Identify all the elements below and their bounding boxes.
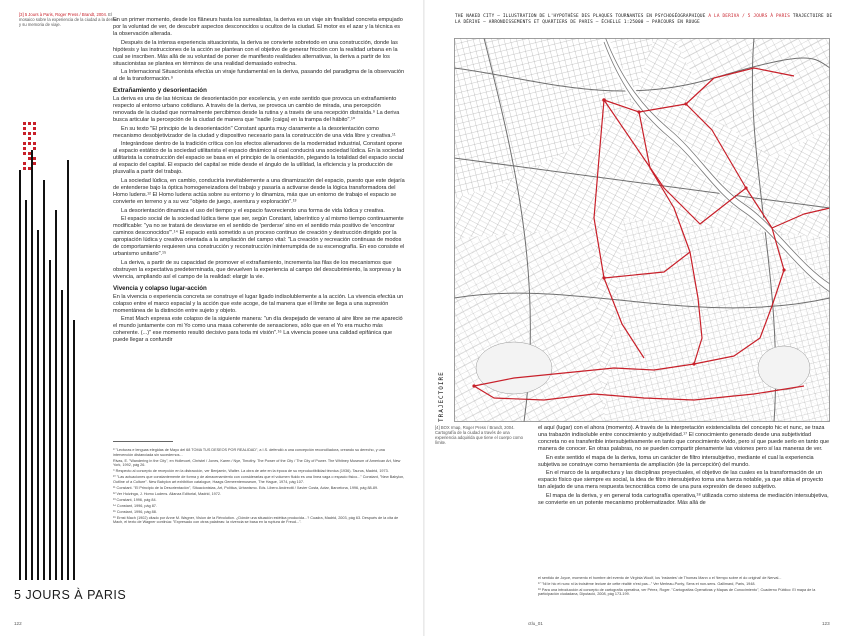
footnote: ¹⁴ Constant, 1996, pág 87. (113, 503, 157, 508)
body-paragraph: El espacio social de la sociedad lúdica tiene que ser, según Constant, laberíntico y al mismo tiempo continuamente modificable: "ya no se tratará de desviarse en el sentido de 'perderse' sino en el sentido más positivo de 'encontrar caminos desconocidos'".¹⁴ El espacio está sometido a un proceso continuo de creación y destrucción dirigido por la apropiación lúdica y creativa orientada a la ampliación del campo vital: "La creación y recreación continuas de modos de comportamiento requieren una construcción y reconstrucción ininterrumpida de su escenografía. En eso consiste el urbanismo unitario".¹⁵ (113, 216, 405, 258)
footnote: ¹⁵ Constant, 1996, pág 88. (113, 509, 157, 514)
body-paragraph: La sociedad lúdica, en cambio, conduciría inevitablemente a una dinamización del espacio, puesto que este dejaría de entenderse bajo la óptica homogeneizadora del trabajo y pasaría a activarse desde la lógica transformadora del Homo ludens.¹² El Homo ludens actúa sobre su entorno y lo dinamiza, más que un entorno de trabajo el espacio se convierte en terreno y a su vez "objeto de juego, aventura y exploración".¹³ (113, 177, 405, 206)
footnote: ⁸ "Lecturas e lenguas elegidas de Mayo del 68 TOMA TUS DESEOS POR REALIDAD", a I.S. defendió a una concepción reconciliadora, creando su derecho, y una intervención distanciada sin sucedernos... (113, 448, 385, 457)
right-main-text (538, 425, 832, 509)
footnote: ¹³ Constant, 1996, pág 84. (113, 497, 157, 502)
footnote: ¹⁷ "Ni le hic et nunc ni la troisième lecture de cette réalité n'est pas..." Ver Merleau-Ponty, Sens et non-sens. Gallimard, Paris, 1948. (538, 581, 756, 586)
running-head: ctlu_01 (528, 621, 543, 626)
book-gutter (423, 0, 425, 636)
header-line-1: THE NAKED CITY — ILLUSTRATION DE L'HYPOTHÈSE DES PLAQUES TOURNANTES EN PSYCHOGÉOGRAPHIQUE (455, 14, 706, 19)
decorative-vertical-bars (17, 140, 97, 580)
body-paragraph: Después de la intensa experiencia situacionista, la deriva se convierte sobretodo en una construcción, donde las hipótesis y las instrucciones de la acción se plantean con el objetivo de generar fricción con la realidad urbana en la cual se inscriben. Más allá de su voluntad de poner de manifiesto realidades alternativas, la deriva a partir de los situacionistas se plantea en términos de una realidad demasiado estrecha. (113, 39, 398, 67)
header-red-text: A LA DERIVA / 5 JOURS À PARIS (708, 14, 791, 19)
right-caption-text: Cartografía de la ciudad a través de una experiencia adquirida que tiene el cuerpo como límite. (435, 430, 523, 446)
body-paragraph: En este sentido el mapa de la deriva, toma un carácter de filtro intersubjetivo, mediante el cual la experiencia subjetiva se construye como herramienta de ampliación (de la percepción) del mundo. (538, 454, 814, 468)
left-caption-prefix: [3] 5 Jours à Paris, Roger Press / Brandt, 2004. (19, 12, 107, 17)
body-paragraph: El mapa de la deriva, y en general toda cartografía operativa,¹⁸ utilizada como sistema de mediación intersubjetiva, se convierte en un potente mecanismo problematizador. Más allá de (538, 492, 829, 506)
body-paragraph: el aquí (lugar) con el ahora (momento). A través de la interpretación existencialista del concepto hic et nunc, se traza una trabazón indisoluble entre conocimiento y subjetividad.¹⁷ El conocimiento generado desde una subjetividad concreta no es transferible intersubjetivamente en tanto que conocimiento vivido, pero sí que puede serlo en tanto que manera de conocer. En otras palabras, no se pueden compartir plenamente las visiones pero sí las maneras de ver. (538, 425, 830, 453)
body-paragraph: En un primer momento, desde los flâneurs hasta los surrealistas, la deriva es un viaje sin finalidad concreta empujado por la voluntad de ver, de descubrir aspectos desconocidos u ocultos de la ciudad. El motor es el azar y la técnica es la observación alterada. (113, 17, 403, 38)
footnote: el sentido de Joyce, momento el hombre del evento de Virginia Woolf, los 'instantes' de Thomas Mann o el 'tiempo sobre el do original' de Nerval... (538, 576, 782, 580)
footnote: ¹¹ Constant. "El Principio de la Desorientación", Situacionistas, Art, Política, Urbanismo. Eds. Libero Andreotti / Xavier Costa, Actar, Barcelona, 1996, pág 88-89. (113, 486, 379, 490)
left-folio: 122 (14, 621, 22, 626)
right-caption-prefix: [4] BOX rmap, Roger Press / Brandt, 2004. (435, 425, 515, 430)
footnote: ⁹ Respecto al concepto de recepción en la distracción, ver Benjamin, Walter. La obra de arte en la época de su reproductibilidad técnica (1936). Taurus, Madrid, 1973. (113, 469, 389, 474)
section-heading: Extrañamiento y desorientación (113, 87, 207, 95)
body-paragraph: La Internacional Situacionista efectúa un viraje fundamental en la deriva, pasando del paradigma de la observación al de la transformación.⁹ (113, 69, 405, 83)
derive-map-svg (454, 38, 830, 422)
derive-map (454, 38, 830, 422)
footnote: ¹⁸ Para una introducción al concepto de cartografía operativa, ver Pérez, Roger. "Cartografías Operativas y Mapas de Conocimiento", Cuaderno Público: El mapa de la participación ciudadana, Diputació, 2008, pág 173-199. (538, 587, 816, 597)
body-paragraph: En su texto "El principio de la desorientación" Constant apunta muy claramente a la desorientación como mecanismo desobjetivizador de la ciudad y dispositivo necesario para la construcción de una vida libre y creativa.¹¹ (113, 125, 396, 139)
left-figure-caption (19, 12, 119, 28)
body-paragraph: En el marco de la arquitectura y las disciplinas proyectuales, el objetivo de las cuales es la transformación de un espacio físico que siempre es social, la idea de filtro intersubjetivo toma una fuerza notable, ya que sitúa el proyecto tan alejado de una mera respuesta tecnocrática como de una pura expresión de deseo subjetivo. (538, 470, 824, 491)
left-main-text (113, 17, 405, 346)
body-paragraph: La deriva es una de las técnicas de desorientación por excelencia, y en este sentido que provoca un extrañamiento respecto al entorno urbano cotidiano. A través de la deriva, se provoca un cambio de mirada, una percepción renovada de la ciudad que normalmente percibimos desde la rutina y a través de una recepción distraída.⁹ La deriva busca articular la percepción de la ciudad de manera que "nadie (caiga) en la trampa del hábito".¹⁰ (113, 95, 400, 124)
right-folio: 123 (822, 621, 830, 626)
right-figure-caption (435, 425, 523, 445)
body-paragraph: La desorientación dinamiza el uso del tiempo y el espacio favoreciendo una forma de vida lúdica y creativa. (121, 207, 385, 214)
map-vertical-label-wrap (438, 352, 450, 422)
footnote: ¹⁰ "Las actuaciones que constantemente de forma y de almacenamiento con considerarlas que el volumen fluido es una línea vaga o espacio físico..." Constant, "New Babylon, Outline of a Culture". New Babylon art exhibition catalogue, Haags Gemeentemuseum, The Hague, 1974, pág 107. (113, 475, 405, 485)
footnote: Rivas, E. "Wandering in the City", en Hollevoet, Christel / Jones, Karen / Nye, Timothy. The Power of the City / The City of Power. The Whitney Museum of American Art, New York, 1992, pág 26. (113, 458, 401, 468)
left-footnotes (113, 448, 405, 526)
book-title: 5 JOURS À PARIS (14, 588, 127, 602)
header-line-2: TRAJECTOIRE DE LA DÉRIVE — ARRONDISSEMENTS ET QUARTIERS DE PARIS — ÉCHELLE 1:25000 — PARCOURS EN ROUGE (455, 14, 833, 25)
body-paragraph: Integrándose dentro de la tradición crítica con los efectos alienadores de la modernidad industrial, Constant opone al espacio estático de la sociedad utilitarista el espacio dinámico al cual conducirá una sociedad lúdica. En la sociedad utilitarista la construcción del espacio se basa en el principio de la orientación, plegando la totalidad del espacio social al espacio del capital. El espacio del capital se mide desde el ángulo de la utilidad, la eficiencia y la producción de plusvalía a partir del trabajo. (113, 141, 405, 176)
map-header-text (455, 14, 835, 25)
footnote: ¹⁶ Ernst Mach (1902) citado por Anne M. Wagner, Vision de la Révolution. ¿Dónde una situación estética producida...? Cuadra, Madrid, 2003, pág 63. Después de la cita de Mach, el texto de Wagner continúa: "Expresado con otras palabras: la vivencia se basa en la ruptura de Freud...". (113, 515, 399, 525)
right-footnotes (538, 576, 832, 598)
map-vertical-label: TRAJECTOIRE (438, 371, 445, 422)
body-paragraph: En la vivencia o experiencia concreta se construye el lugar ligado indisolublemente a la acción. La vivencia efectúa un colapso entre el marco espacial y la acción que este acoge, de tal manera que el límite se llega a una supresión momentánea de la distinción entre sujeto y objeto. (113, 293, 404, 314)
left-caption-text: El mosaico sobre la experiencia de la ciudad a la deriva y su memoria de viaje. (19, 12, 118, 28)
body-paragraph: Ernst Mach expresa este colapso de la siguiente manera: "un día despejado de verano al aire libre se me apareció el mundo juntamente con mi Yo como una masa coherente de sensaciones, sólo que en el Yo era mucho más coherente. (...)" ese momento resultó decisivo para toda mi visión".¹⁶ La vivencia posee una calidad epifánica que puede llegar a confundir (113, 316, 403, 344)
body-paragraph: La deriva, a partir de su capacidad de promover el extrañamiento, incrementa las filas de los mecanismos que obstruyen la expectativa predeterminada, que devuelven la experiencia al campo del descubrimiento, la sorpresa y la vivencia, ampliando así el campo de la realidad: elargir la vie. (113, 259, 401, 281)
footnote: ¹² Ver Huizinga, J. Homo Ludens. Alianza Editorial, Madrid, 1972. (113, 491, 221, 496)
footnote-rule (113, 441, 173, 442)
section-heading: Vivencia y colapso lugar-acción (113, 285, 207, 293)
